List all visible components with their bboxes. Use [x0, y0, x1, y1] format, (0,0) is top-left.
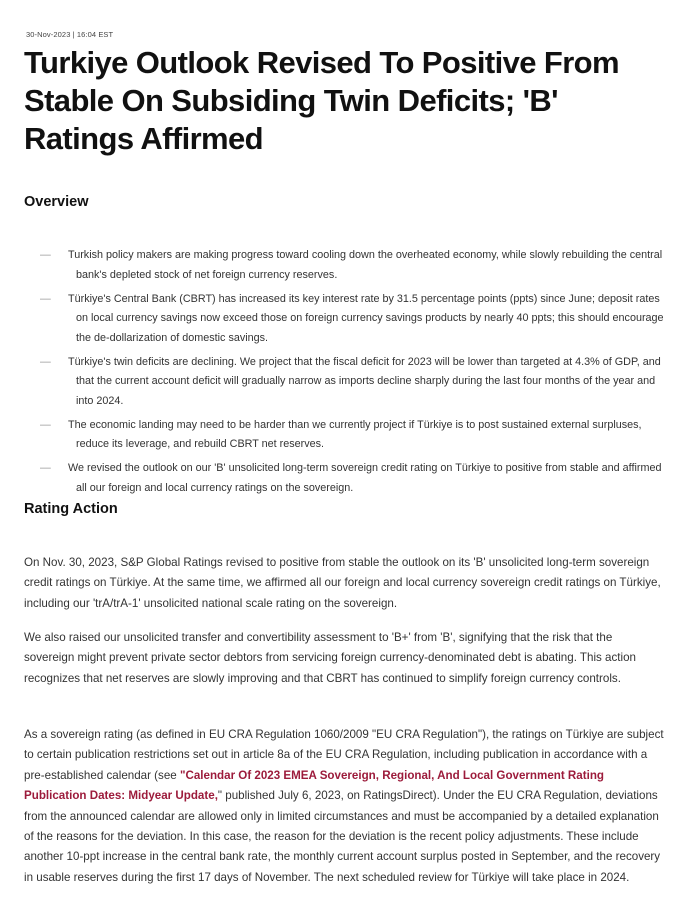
bullet-dash: —: [40, 462, 51, 474]
rating-action-paragraph-1: On Nov. 30, 2023, S&P Global Ratings revised to positive from stable the outlook on its 'B' unsolicited long-term sovereign credit ratings on Türkiye. At the same time, we affirmed all our foreign and local currency sovereign credit ratings on Türkiye, including our 'trA/trA-1' unsolicited national scale rating on the sovereign.: [24, 556, 661, 610]
bullet-text: Türkiye's Central Bank (CBRT) has increased its key interest rate by 31.5 percentage points (ppts) since June; deposit rates on local currency savings now exceed those on foreign currency savings products by nearly 40 ppts; this should encourage the de-dollarization of domestic savings.: [68, 292, 664, 344]
bullet-dash: —: [40, 292, 51, 305]
bullet-dash: —: [40, 355, 51, 368]
paragraph-text: " published July 6, 2023, on RatingsDirect). Under the EU CRA Regulation, deviations from the announced calendar are allowed only in limited circumstances and must be accompanied by a detailed explanation of the reasons for the deviation. In this case, the reason for the deviation is the recent policy adjustments. These include another 10-ppt increase in the central bank rate, the monthly current account surplus posted in September, and the recovery in usable reserves during the first 17 days of November. The next scheduled review for Türkiye will take place in 2024.: [24, 789, 661, 884]
article-title: Turkiye Outlook Revised To Positive From Stable On Subsiding Twin Deficits; 'B' Ratings Affirmed: [24, 45, 619, 156]
bullet-text: Türkiye's twin deficits are declining. We project that the fiscal deficit for 2023 will be lower than targeted at 4.3% of GDP, and that the current account deficit will gradually narrow as imports decline sharply during the last four months of the year and into 2024.: [68, 355, 661, 407]
bullet-text: We revised the outlook on our 'B' unsolicited long-term sovereign credit rating on Türkiye to positive from stable and affirmed all our foreign and local currency ratings on the sovereign.: [68, 462, 662, 494]
overview-bullet: [40, 246, 665, 285]
overview-bullet: [40, 459, 665, 498]
overview-bullet: [40, 290, 665, 349]
rating-action-paragraph-3: [24, 725, 664, 888]
rating-action-paragraph-2: We also raised our unsolicited transfer and convertibility assessment to 'B+' from 'B', signifying that the risk that the sovereign might prevent private sector debtors from servicing foreign currency-denominated debt is abating. This action recognizes that net reserves are slowly improving and that CBRT has continued to simplify foreign currency controls.: [24, 631, 636, 685]
bullet-dash: —: [40, 418, 51, 431]
overview-bullet-list: [40, 246, 665, 503]
bullet-dash: —: [40, 249, 51, 261]
overview-bullet: [40, 353, 665, 412]
overview-bullet: [40, 416, 665, 455]
bullet-text: Turkish policy makers are making progress toward cooling down the overheated economy, while slowly rebuilding the central bank's depleted stock of net foreign currency reserves.: [68, 249, 663, 281]
paragraph-text: As a sovereign rating (as defined in EU CRA Regulation 1060/2009 "EU CRA Regulation"), the ratings on Türkiye are subject to certain publication restrictions set out in article 8a of the EU CRA Regulation, including publication in accordance with a pre-established calendar (see: [24, 728, 664, 782]
article-dateline: 30-Nov-2023 | 16:04 EST: [26, 30, 114, 39]
bullet-text: The economic landing may need to be harder than we currently project if Türkiye is to post sustained external surpluses, reduce its leverage, and rebuild CBRT net reserves.: [68, 418, 642, 450]
calendar-publication-link[interactable]: "Calendar Of 2023 EMEA Sovereign, Regional, And Local Government Rating Publication Dates: Midyear Update,: [24, 768, 605, 803]
overview-heading: Overview: [24, 194, 89, 210]
rating-action-heading: Rating Action: [24, 501, 118, 517]
